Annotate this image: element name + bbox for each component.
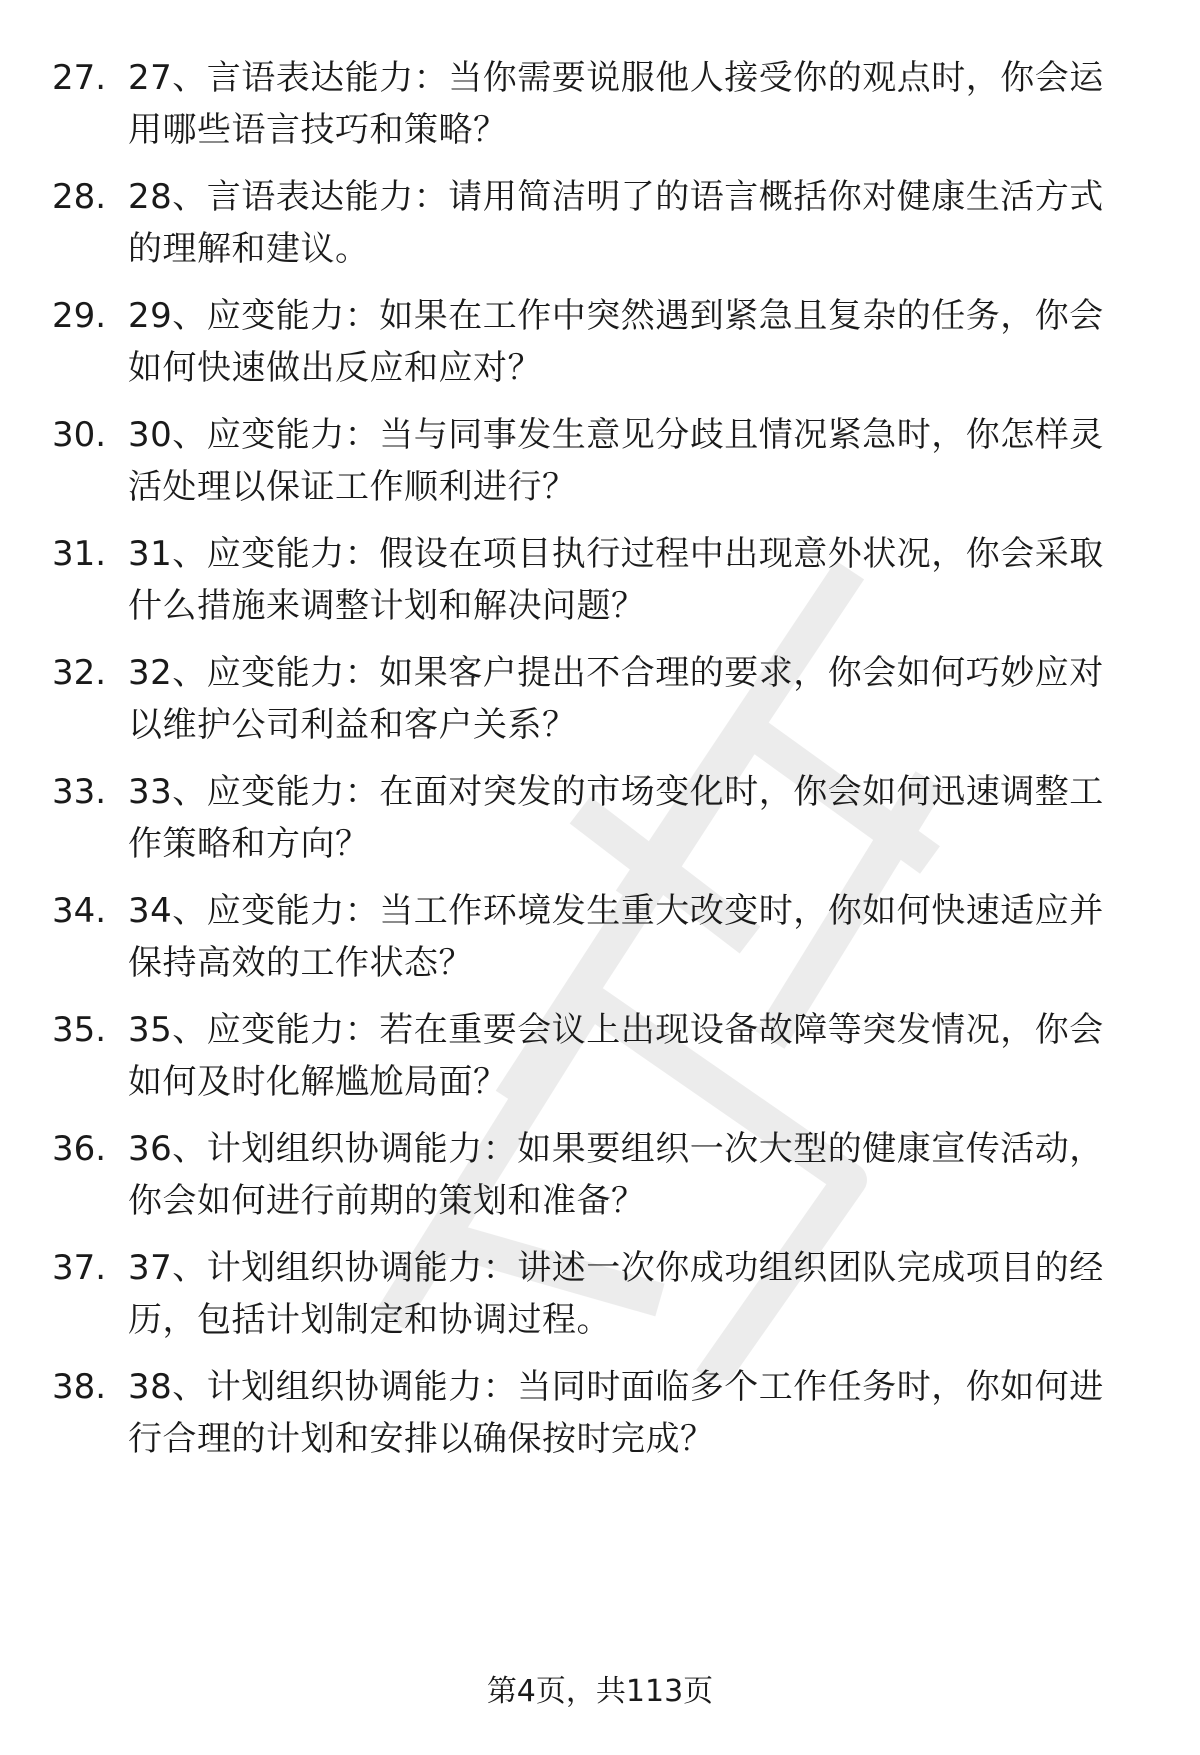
- question-line: 如何及时化解尴尬局面？: [128, 1062, 508, 1102]
- question-line: 你会如何进行前期的策划和准备？: [128, 1181, 646, 1221]
- question-line: 38、计划组织协调能力：当同时面临多个工作任务时，你如何进: [128, 1367, 1104, 1407]
- question-item: [0, 647, 1200, 747]
- question-item: [0, 409, 1200, 509]
- question-item: [0, 885, 1200, 985]
- question-line: 31、应变能力：假设在项目执行过程中出现意外状况，你会采取: [128, 534, 1104, 574]
- question-number: 27.: [52, 58, 107, 98]
- question-line: 29、应变能力：如果在工作中突然遇到紧急且复杂的任务，你会: [128, 296, 1104, 336]
- question-line: 36、计划组织协调能力：如果要组织一次大型的健康宣传活动，: [128, 1129, 1104, 1169]
- question-line: 以维护公司利益和客户关系？: [128, 705, 577, 745]
- question-text: [128, 766, 1148, 870]
- question-line: 37、计划组织协调能力：讲述一次你成功组织团队完成项目的经: [128, 1248, 1104, 1288]
- question-item: [0, 1361, 1200, 1461]
- question-item: [0, 171, 1200, 271]
- question-item: [0, 290, 1200, 390]
- question-text: [128, 52, 1148, 156]
- question-text: [128, 1123, 1148, 1227]
- question-text: [128, 528, 1148, 632]
- question-line: 35、应变能力：若在重要会议上出现设备故障等突发情况，你会: [128, 1010, 1104, 1050]
- question-item: [0, 1242, 1200, 1342]
- question-number: 36.: [52, 1129, 107, 1169]
- question-line: 活处理以保证工作顺利进行？: [128, 467, 577, 507]
- question-number: 35.: [52, 1010, 107, 1050]
- question-item: [0, 1123, 1200, 1223]
- question-line: 28、言语表达能力：请用简洁明了的语言概括你对健康生活方式: [128, 177, 1104, 217]
- question-number: 37.: [52, 1248, 107, 1288]
- question-line: 行合理的计划和安排以确保按时完成？: [128, 1419, 715, 1459]
- question-text: [128, 1361, 1148, 1465]
- question-item: [0, 766, 1200, 866]
- question-line: 作策略和方向？: [128, 824, 370, 864]
- question-line: 33、应变能力：在面对突发的市场变化时，你会如何迅速调整工: [128, 772, 1104, 812]
- question-text: [128, 409, 1148, 513]
- question-number: 29.: [52, 296, 107, 336]
- question-line: 34、应变能力：当工作环境发生重大改变时，你如何快速适应并: [128, 891, 1104, 931]
- question-number: 34.: [52, 891, 107, 931]
- question-item: [0, 528, 1200, 628]
- question-number: 28.: [52, 177, 107, 217]
- question-line: 用哪些语言技巧和策略？: [128, 110, 508, 150]
- question-number: 30.: [52, 415, 107, 455]
- question-number: 33.: [52, 772, 107, 812]
- question-text: [128, 885, 1148, 989]
- question-text: [128, 647, 1148, 751]
- question-line: 保持高效的工作状态？: [128, 943, 473, 983]
- question-text: [128, 171, 1148, 275]
- question-line: 30、应变能力：当与同事发生意见分歧且情况紧急时，你怎样灵: [128, 415, 1104, 455]
- question-line: 什么措施来调整计划和解决问题？: [128, 586, 646, 626]
- question-number: 38.: [52, 1367, 107, 1407]
- question-line: 如何快速做出反应和应对？: [128, 348, 542, 388]
- question-line: 27、言语表达能力：当你需要说服他人接受你的观点时，你会运: [128, 58, 1104, 98]
- question-text: [128, 1242, 1148, 1346]
- question-item: [0, 1004, 1200, 1104]
- question-line: 历，包括计划制定和协调过程。: [128, 1300, 611, 1340]
- page-number: 第4页，共113页: [486, 1674, 714, 1709]
- question-text: [128, 290, 1148, 394]
- question-number: 32.: [52, 653, 107, 693]
- question-line: 的理解和建议。: [128, 229, 370, 269]
- question-text: [128, 1004, 1148, 1108]
- question-line: 32、应变能力：如果客户提出不合理的要求，你会如何巧妙应对: [128, 653, 1104, 693]
- question-number: 31.: [52, 534, 107, 574]
- question-item: [0, 52, 1200, 152]
